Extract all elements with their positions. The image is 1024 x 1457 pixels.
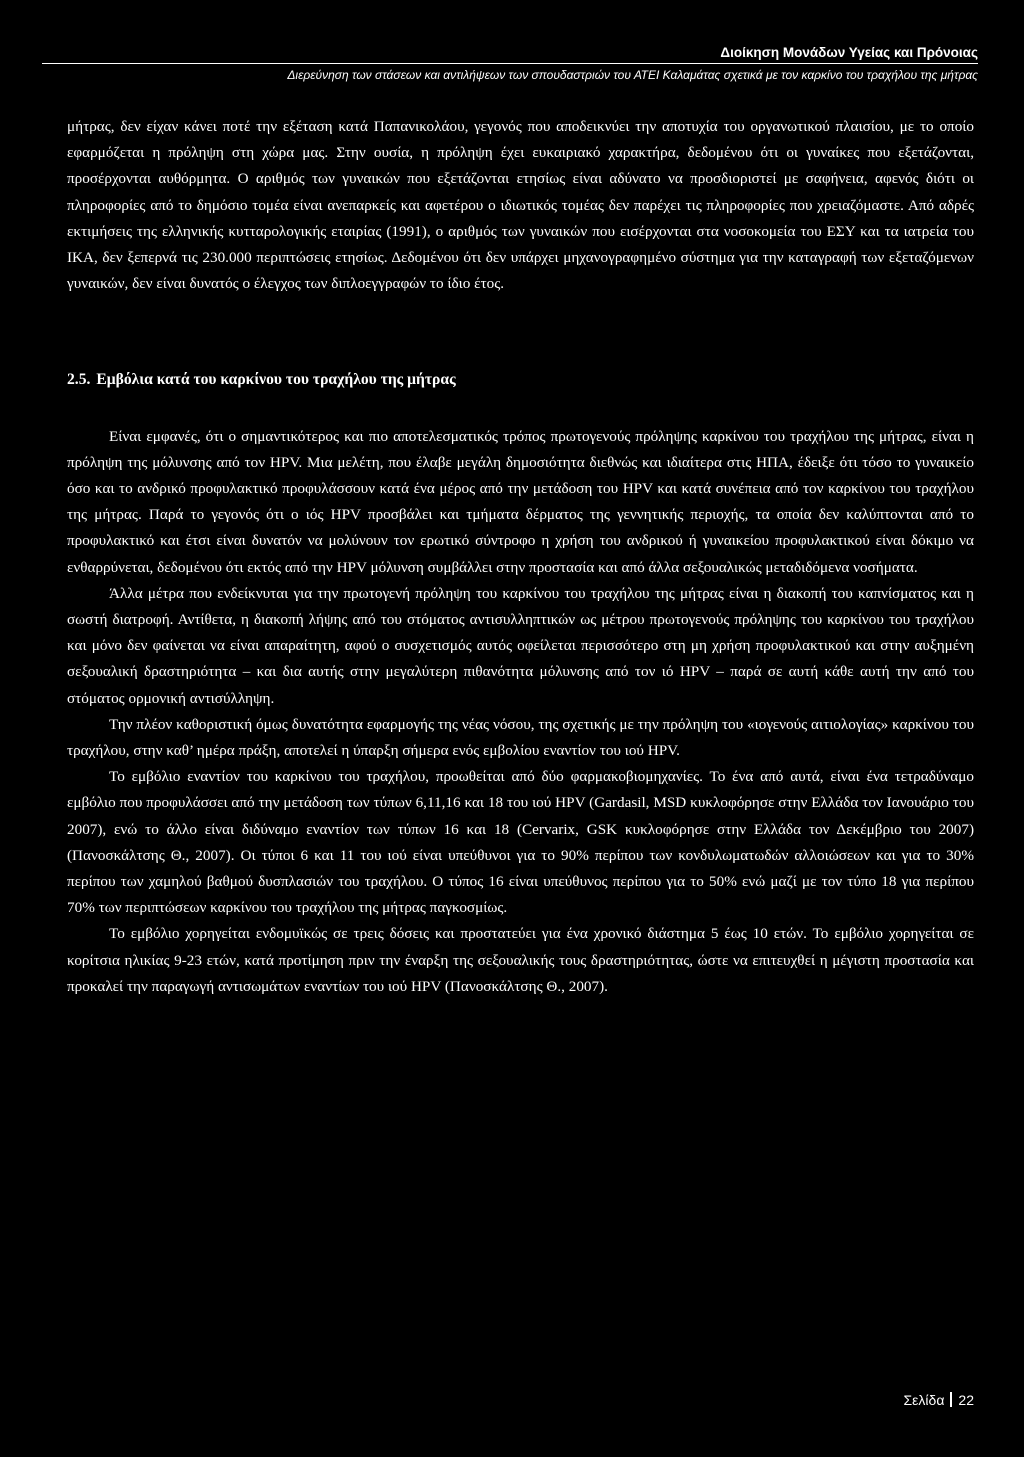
section-heading (67, 367, 974, 393)
running-header (42, 44, 978, 83)
page-separator (950, 1392, 952, 1407)
paragraph-vaccine-administration: Το εμβόλιο χορηγείται ενδομυϊκώς σε τρεις δόσεις και προστατεύει για ένα χρονικό διάστημα 5 έως 10 ετών. Το εμβόλιο χορηγείται σε κορίτσια ηλικίας 9-23 ετών, κατά προτίμηση πριν την έναρξη της σεξουαλικής τους δραστηριότητας, ώστε να επιτευχθεί η μέγιστη προστασία και προκαλεί την παραγωγή αντισωμάτων εναντίων του ιού HPV (Πανοσκάλτσης Θ., 2007). (67, 925, 974, 995)
paragraph-hpv-prevention: Είναι εμφανές, ότι ο σημαντικότερος και πιο αποτελεσματικός τρόπος πρωτογενούς πρόληψης καρκίνου του τραχήλου της μήτρας, είναι η πρόληψη της μόλυνσης από τον HPV. Μια μελέτη, που έλαβε μεγάλη δημοσιότητα διεθνώς και ιδιαίτερα στις ΗΠΑ, έδειξε ότι τόσο το γυναικείο όσο και το ανδρικό προφυλακτικό προφυλάσσουν κατά ένα μέρος από την μετάδοση του HPV και κατά συνέπεια από τον καρκίνου του τραχήλου της μήτρας. Παρά το γεγονός ότι ο ιός HPV προσβάλει και τμήματα δέρματος της γεννητικής περιοχής, τα οποία δεν καλύπτονται από το προφυλακτικό και έτσι είναι δυνατόν να μολύνουν τον ερωτικό σύντροφο η χρήση του ανδρικού ή γυναικείου προφυλακτικού είναι δόκιμο να ενθαρρύνεται, δεδομένου ότι εκτός από την HPV μόλυνση συμβάλλει στην προστασία και από άλλα σεξουαλικώς μεταδιδόμενα νοσήματα. (67, 427, 974, 576)
header-divider (42, 63, 978, 64)
page-number: 22 (958, 1392, 974, 1408)
header-course-title: Διοίκηση Μονάδων Υγείας και Πρόνοιας (720, 45, 978, 60)
section-number: 2.5. (67, 371, 91, 389)
paragraph-prevention-framework: μήτρας, δεν είχαν κάνει ποτέ την εξέταση κατά Παπανικολάου, γεγονός που αποδεικνύει την αποτυχία του οργανωτικού πλαισίου, με το οποίο εφαρμόζεται η πρόληψη στη χώρα μας. Στην ουσία, η πρόληψη έχει ευκαιριακό χαρακτήρα, δεδομένου ότι οι γυναίκες που εξετάζονται, προσέρχονται αυθόρμητα. Ο αριθμός των γυναικών που εξετάζονται ετησίως είναι αδύνατο να προσδιοριστεί με σαφήνεια, αφενός διότι οι πληροφορίες από το δημόσιο τομέα είναι ανεπαρκείς και αφετέρου ο ιδιωτικός τομέας δεν παρέχει τις πληροφορίες που χρειαζόμαστε. Από αδρές εκτιμήσεις της ελληνικής κυτταρολογικής εταιρίας (1991), ο αριθμός των γυναικών που εισέρχονται στα νοσοκομεία του ΕΣΥ και τα ιατρεία του ΙΚΑ, δεν ξεπερνά τις 230.000 περιπτώσεις ετησίως. Δεδομένου ότι δεν υπάρχει μηχανογραφημένο σύστημα για την καταγραφή των εξεταζόμενων γυναικών, δεν είναι δυνατός ο έλεγχος των διπλοεγγραφών το ίδιο έτος. (67, 118, 974, 293)
page-label: Σελίδα (903, 1392, 945, 1408)
paragraph-other-measures: Άλλα μέτρα που ενδείκνυται για την πρωτογενή πρόληψη του καρκίνου του τραχήλου της μήτρας είναι η διακοπή του καπνίσματος και η σωστή διατροφή. Αντίθετα, η διακοπή λήψης από του στόματος αντισυλληπτικών ως μέτρου πρωτογενούς πρόληψης του καρκίνου του τραχήλου και μόνο δεν φαίνεται να είναι απαραίτητη, αφού ο συσχετισμός αυτός οφείλεται περισσότερο στη μη χρήση προφυλακτικού και στην αυξημένη σεξουαλική δραστηριότητα – και δια αυτής στην μεγαλύτερη πιθανότητα μόλυνσης από τον ιό HPV – παρά σε αυτή κάθε αυτή την από του στόματος ορμονική αντισύλληψη. (67, 584, 974, 707)
paragraph-vaccine-types: Το εμβόλιο εναντίον του καρκίνου του τραχήλου, προωθείται από δύο φαρμακοβιομηχανίες. Το ένα από αυτά, είναι ένα τετραδύναμο εμβόλιο που προφυλάσσει από την μετάδοση των τύπων 6,11,16 και 18 του ιού HPV (Gardasil, MSD κυκλοφόρησε στην Ελλάδα τον Ιανουάριο του 2007), ενώ το άλλο είναι διδύναμο εναντίον των τύπων 16 και 18 (Cervarix, GSK κυκλοφόρησε στην Ελλάδα τον Δεκέμβριο του 2007) (Πανοσκάλτσης Θ., 2007). Οι τύποι 6 και 11 του ιού είναι υπεύθυνοι για το 90% περίπου των κονδυλωματωδών αλλοιώσεων και για το 30% περίπου των χαμηλού βαθμού δυσπλασιών του τραχήλου. Ο τύπος 16 είναι υπεύθυνος περίπου για το 50% ενώ μαζί με τον τύπο 18 για περίπου 70% των περιπτώσεων καρκίνου του τραχήλου της μήτρας παγκοσμίως. (67, 768, 974, 917)
page-footer (904, 1392, 974, 1408)
page-body (67, 114, 974, 1000)
header-thesis-title: Διερεύνηση των στάσεων και αντιλήψεων των σπουδαστριών του ΑΤΕΙ Καλαμάτας σχετικά με τον καρκίνο του τραχήλου της μήτρας (287, 68, 978, 82)
paragraph-vaccine-existence: Την πλέον καθοριστική όμως δυνατότητα εφαρμογής της νέας νόσου, της σχετικής με την πρόληψη του «ιογενούς αιτιολογίας» καρκίνου του τραχήλου, στην καθ’ ημέρα πράξη, αποτελεί η ύπαρξη σήμερα ενός εμβολίου εναντίον του ιού HPV. (67, 715, 974, 760)
section-title: Εμβόλια κατά του καρκίνου του τραχήλου της μήτρας (96, 371, 456, 389)
